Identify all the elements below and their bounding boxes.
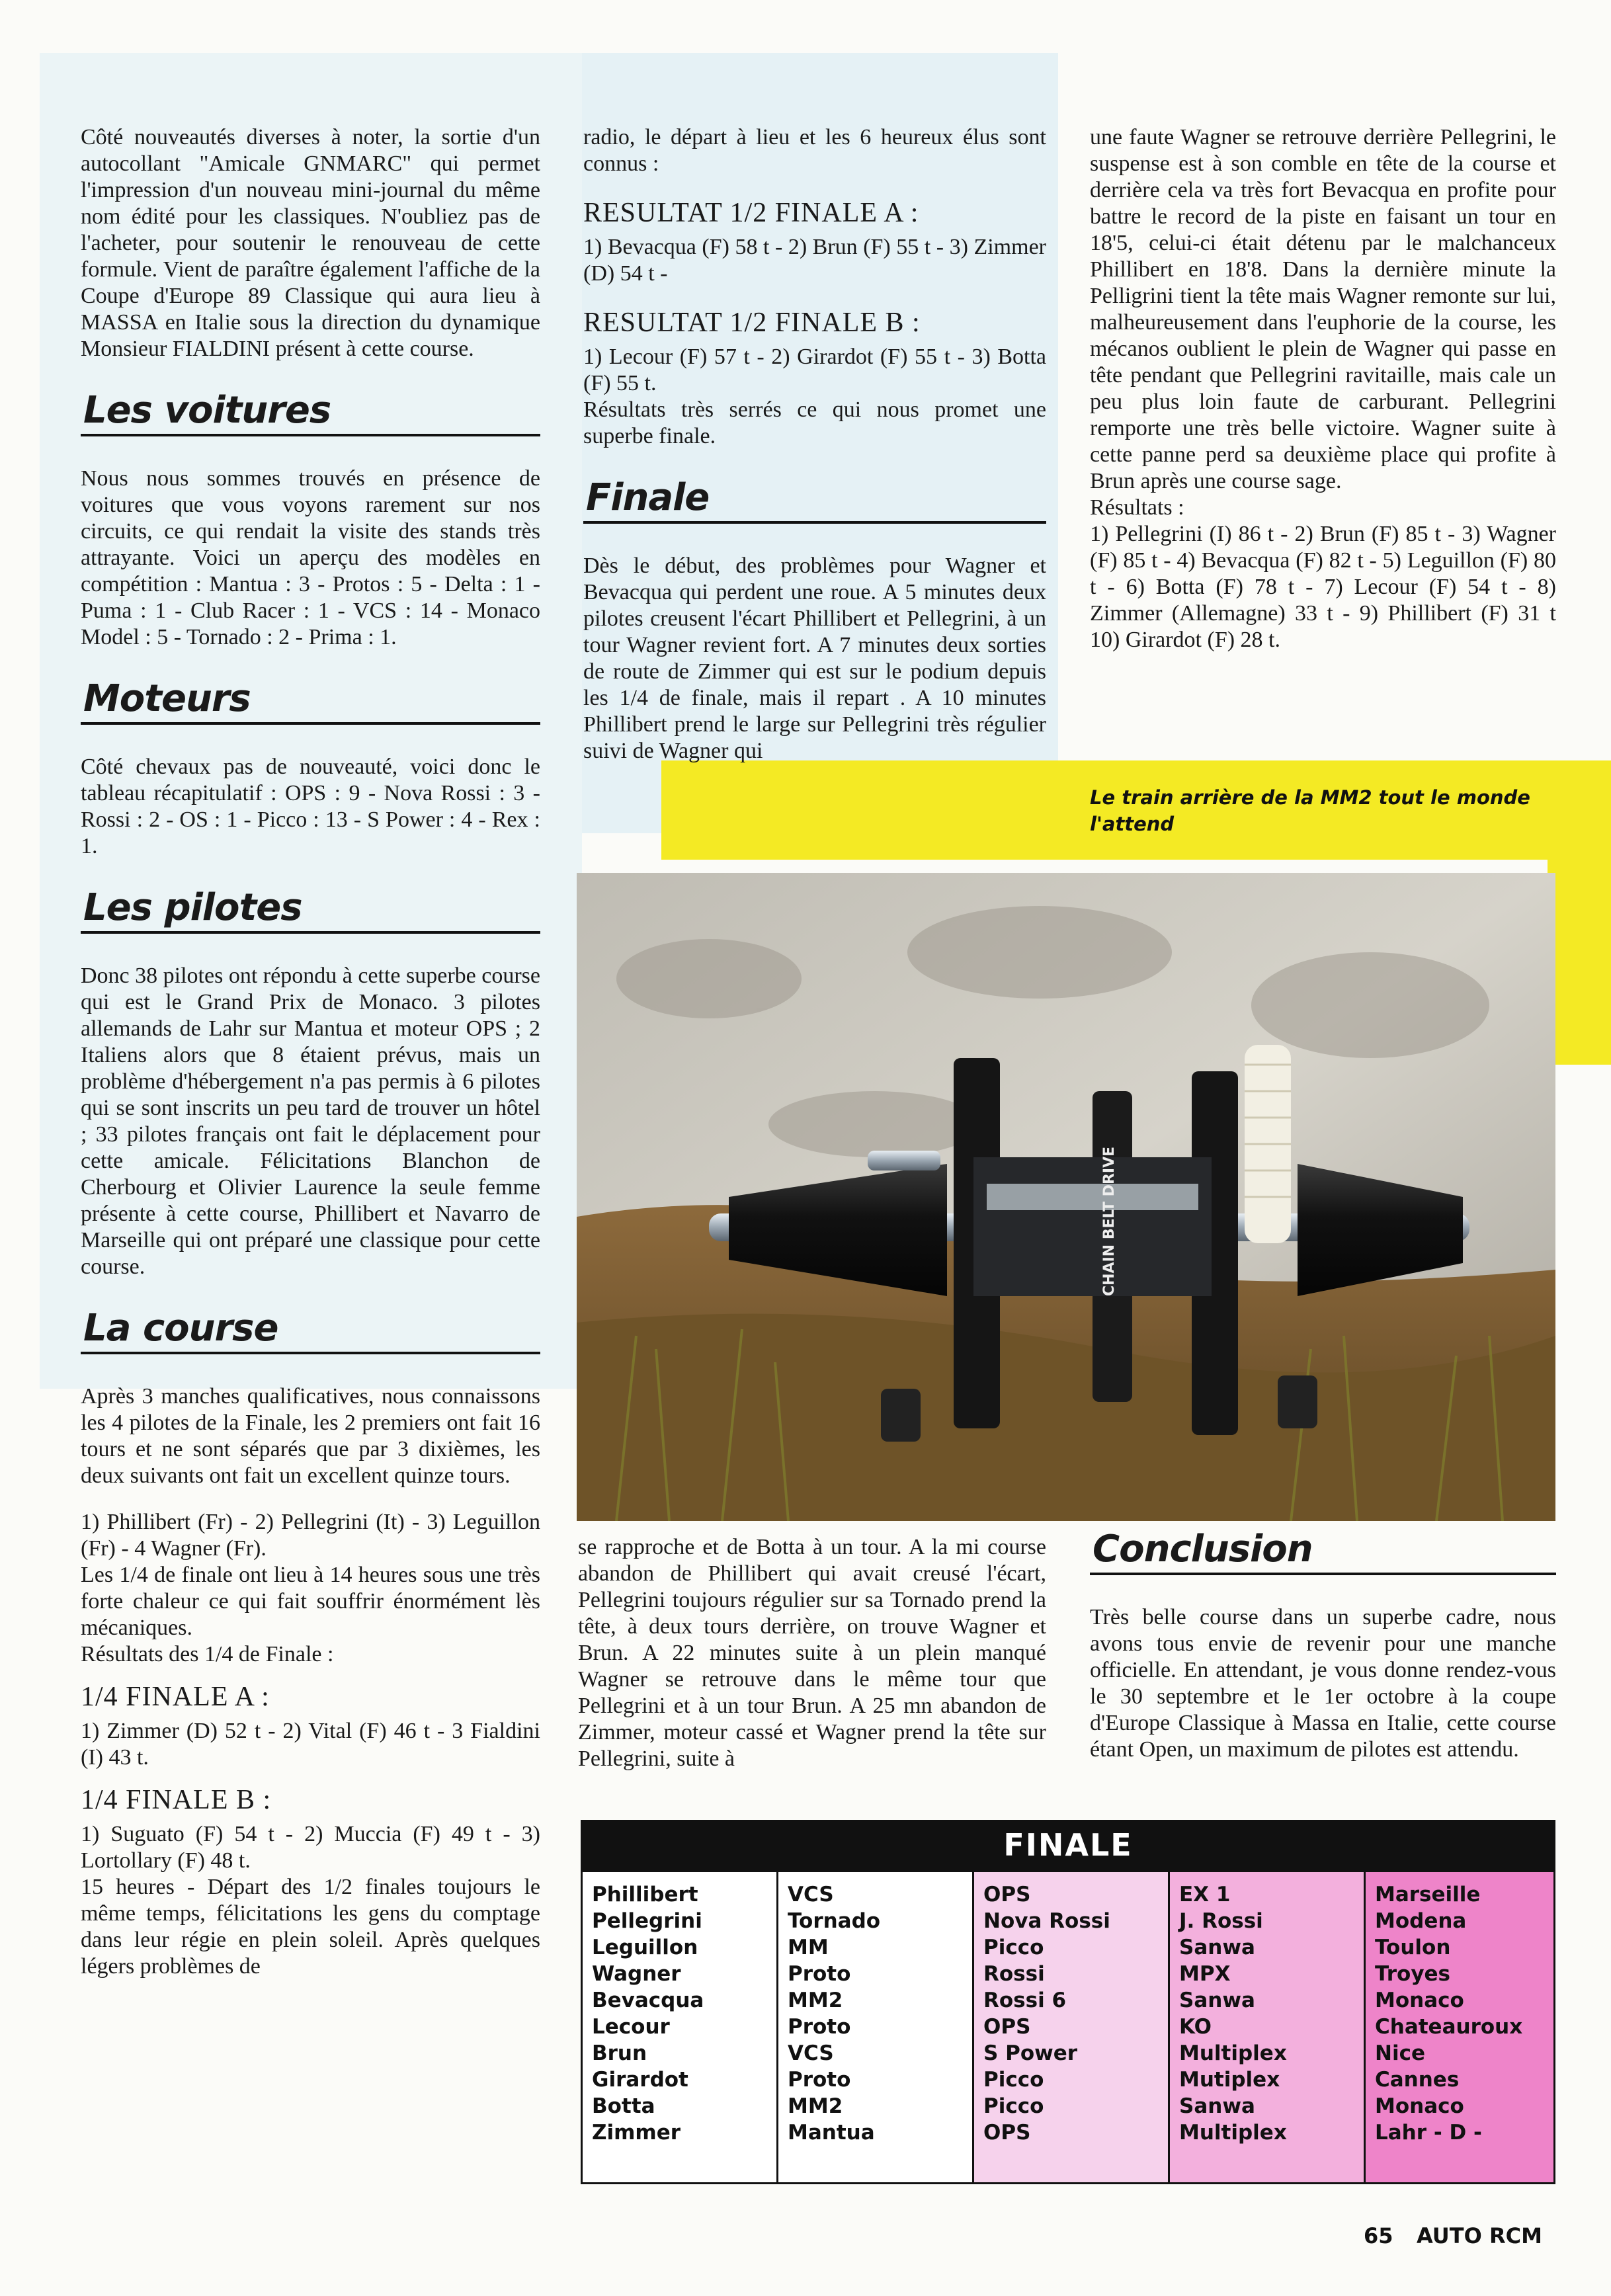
paragraph-finale-cont: se rapproche et de Botta à un tour. A la mi course abandon de Phillibert qui avait creusé l'écart, Pellegrini toujours régulier sur sa Tornado prend la tête, à deux tours derrière, on trouve Wagner et Brun. A 22 minutes suite à un plein manqué Wagner se retrouve dans le même tour que Pellegrini et à un tour Brun. A 25 mn abandon de Zimmer, moteur cassé et Wagner prend la tête sur Pellegrini, suite à (578, 1535, 1046, 1771)
finale-table-cell: Tornado (788, 1909, 881, 1933)
finale-table-cell: Marseille (1375, 1883, 1481, 1906)
column-3-bottom (1090, 1521, 1556, 1763)
chassis-label: CHAIN BELT DRIVE (1101, 1146, 1118, 1296)
finale-table-cell: OPS (983, 2015, 1031, 2039)
quarter-final-a-title: 1/4 FINALE A : (81, 1682, 270, 1712)
column-2-bottom (578, 1534, 1046, 1772)
finale-table-cell: Picco (983, 2068, 1044, 2092)
finale-table-cell: EX 1 (1179, 1883, 1231, 1906)
finale-table-column (1168, 1870, 1366, 2184)
finale-table-cell: Phillibert (592, 1883, 698, 1906)
finale-table-cell: Nice (1375, 2041, 1425, 2065)
finale-table-cell: Leguillon (592, 1936, 698, 1959)
quarter-final-a-results: 1) Zimmer (D) 52 t - 2) Vital (F) 46 t - 3 Fialdini (I) 43 t. (81, 1719, 540, 1770)
semi-final-note: Résultats très serrés ce qui nous promet une superbe finale. (583, 397, 1046, 448)
heading-moteurs: Moteurs (81, 671, 540, 725)
finale-table-cell: Lecour (592, 2015, 670, 2039)
paragraph-course-5: 15 heures - Départ des 1/2 finales toujours le même temps, félicitations les gens du comptage dans leur régie en plein soleil. Après quelques légers problèmes de (81, 1875, 540, 1979)
quarter-final-b-title: 1/4 FINALE B : (81, 1785, 272, 1815)
finale-table-cell: Wagner (592, 1962, 681, 1986)
finale-table-cell: Brun (592, 2041, 647, 2065)
column-2 (583, 124, 1046, 784)
paragraph-course-4: Résultats des 1/4 de Finale : (81, 1642, 334, 1666)
paragraph-col3-cont: une faute Wagner se retrouve derrière Pellegrini, le suspense est à son comble en tête de la course et derrière cela va très fort Bevacqua en profite pour battre le record de la piste en faisant un tour en 18'5, celui-ci était détenu par le malchanceux Phillibert en 18'8. Dans la dernière minute la Pelligrini tient la tête mais Wagner remonte sur lui, malheureusement dans l'euphorie de la course, les mécanos oublient le plein de Wagner qui passe en tête pendant que Pellegrini ravitaille, mais cale un peu plus loin faute de carburant. Pellegrini remporte une très belle victoire. Wagner suite à cette panne perd sa deuxième place qui profite à Brun après une course sage. (1090, 125, 1556, 493)
finale-table-cell: Multiplex (1179, 2121, 1287, 2145)
finale-table-cell: Chateauroux (1375, 2015, 1523, 2039)
paragraph-course-3: Les 1/4 de finale ont lieu à 14 heures sous une très forte chaleur ce qui fait souffrir énormément lès mécaniques. (81, 1563, 540, 1640)
heading-voitures: Les voitures (81, 382, 540, 436)
heading-pilotes: Les pilotes (81, 880, 540, 934)
finale-table-cell: Lahr - D - (1375, 2121, 1482, 2145)
heading-conclusion: Conclusion (1090, 1521, 1556, 1575)
paragraph-conclusion: Très belle course dans un superbe cadre, nous avons tous envie de revenir pour une manche officielle. En attendant, je vous donne rendez-vous le 30 septembre et le 1er octobre à la coupe d'Europe Classique à Massa en Italie, cette course étant Open, un maximum de pilotes est attendu. (1090, 1605, 1556, 1762)
finale-table-cell: MM2 (788, 1988, 843, 2012)
heading-finale: Finale (583, 470, 1046, 524)
finale-table-cell: MM2 (788, 2094, 843, 2118)
finale-table-cell: Monaco (1375, 1988, 1464, 2012)
finale-table-column (972, 1870, 1170, 2184)
paragraph-pilotes: Donc 38 pilotes ont répondu à cette superbe course qui est le Grand Prix de Monaco. 3 pilotes allemands de Lahr sur Mantua et moteur OPS ; 2 Italiens alors que 8 étaient prévus, mais un problème d'hébergement n'a pas permis à 6 pilotes qui se sont inscrits un peu tard de trouver un hôtel ; 33 pilotes français ont fait le déplacement pour cette amicale. Félicitations Blanchon de Cherbourg et Olivier Laurence la seule femme présente à cette course, Phillibert et Navarro de Marseille qui ont préparé une classique pour cette course. (81, 964, 540, 1279)
finale-table-cell: Nova Rossi (983, 1909, 1110, 1933)
finale-table-cell: MPX (1179, 1962, 1231, 1986)
finale-table-cell: Bevacqua (592, 1988, 704, 2012)
finale-table-cell: Picco (983, 2094, 1044, 2118)
semi-final-b-results: 1) Lecour (F) 57 t - 2) Girardot (F) 55 t - 3) Botta (F) 55 t. (583, 345, 1046, 395)
finale-table-cell: Mutiplex (1179, 2068, 1280, 2092)
results-final: 1) Pellegrini (I) 86 t - 2) Brun (F) 85 t - 3) Wagner (F) 85 t - 4) Bevacqua (F) 82 t - 5) Leguillon (F) 80 t - 6) Botta (F) 78 t - 7) Lecour (F) 54 t - 8) Zimmer (Allemagne) 33 t - 9) Phillibert (F) 31 t 10) Girardot (F) 28 t. (1090, 522, 1556, 652)
finale-table-cell: Sanwa (1179, 2094, 1255, 2118)
finale-table-cell: Rossi (983, 1962, 1045, 1986)
finale-table-cell: MM (788, 1936, 829, 1959)
finale-table-cell: KO (1179, 2015, 1212, 2039)
finale-table-cell: Modena (1375, 1909, 1467, 1933)
semi-final-a-title: RESULTAT 1/2 FINALE A : (583, 198, 919, 228)
finale-table-cell: VCS (788, 2041, 834, 2065)
finale-table-cell: OPS (983, 1883, 1031, 1906)
paragraph-voitures: Nous nous sommes trouvés en présence de voitures que vous voyons rarement sur nos circuits, ce qui rendait la visite des stands très attrayante. Voici un aperçu des modèles en compétition : Mantua : 3 - Protos : 5 - Delta : 1 - Puma : 1 - Club Racer : 1 - VCS : 14 - Monaco Model : 5 - Tornado : 2 - Prima : 1. (81, 466, 540, 649)
finale-table-cell: Troyes (1375, 1962, 1451, 1986)
paragraph-course-2: 1) Phillibert (Fr) - 2) Pellegrini (It) - 3) Leguillon (Fr) - 4 Wagner (Fr). (81, 1510, 540, 1561)
page-number: 65 (1364, 2223, 1393, 2248)
paragraph-col2-cont: radio, le départ à lieu et les 6 heureux élus sont connus : (583, 125, 1046, 176)
finale-table-cell: Multiplex (1179, 2041, 1287, 2065)
finale-table-cell: Proto (788, 2068, 851, 2092)
finale-table-cell: Zimmer (592, 2121, 681, 2145)
finale-table-cell: Sanwa (1179, 1988, 1255, 2012)
paragraph-intro: Côté nouveautés diverses à noter, la sortie d'un autocollant "Amicale GNMARC" qui permet l'impression d'un nouveau mini-journal du même nom édité pour les classiques. N'oubliez pas de l'acheter, pour soutenir le renouveau de cette formule. Vient de paraître également l'affiche de la Coupe d'Europe 89 Classique qui aura lieu à MASSA en Italie sous la direction du dynamique Monsieur FIALDINI présent à cette course. (81, 125, 540, 361)
finale-table-column (581, 1870, 778, 2184)
finale-table-cell: Proto (788, 2015, 851, 2039)
magazine-name: AUTO RCM (1417, 2223, 1542, 2248)
finale-table-cell: VCS (788, 1883, 834, 1906)
finale-table-cell: Monaco (1375, 2094, 1464, 2118)
finale-table-cell: Picco (983, 1936, 1044, 1959)
semi-final-a-results: 1) Bevacqua (F) 58 t - 2) Brun (F) 55 t - 3) Zimmer (D) 54 t - (583, 235, 1046, 286)
finale-table-cell: Toulon (1375, 1936, 1451, 1959)
finale-table-cell: J. Rossi (1179, 1909, 1263, 1933)
results-label: Résultats : (1090, 495, 1184, 520)
finale-table-cell: Rossi 6 (983, 1988, 1067, 2012)
finale-table-cell: S Power (983, 2041, 1078, 2065)
finale-table-cell: Proto (788, 1962, 851, 1986)
photo-caption: Le train arrière de la MM2 tout le monde l'attend (1090, 786, 1530, 835)
finale-table-column (776, 1870, 974, 2184)
heading-course: La course (81, 1300, 540, 1354)
paragraph-finale: Dès le début, des problèmes pour Wagner et Bevacqua qui perdent une roue. A 5 minutes deux pilotes creusent l'écart Phillibert et Pellegrini, à un tour Wagner revient fort. A 7 minutes deux sorties de route de Zimmer qui est sur le podium depuis les 1/4 de finale, mais il repart . A 10 minutes Phillibert prend le large sur Pellegrini très régulier suivi de Wagner qui (583, 554, 1046, 763)
finale-table-cell: Sanwa (1179, 1936, 1255, 1959)
finale-table-cell: Botta (592, 2094, 655, 2118)
finale-table-cell: OPS (983, 2121, 1031, 2145)
finale-table-cell: Girardot (592, 2068, 688, 2092)
chassis-photo (577, 873, 1555, 1521)
finale-table-cell: Pellegrini (592, 1909, 702, 1933)
column-1 (81, 124, 540, 1980)
paragraph-moteurs: Côté chevaux pas de nouveauté, voici donc le tableau récapitulatif : OPS : 9 - Nova Rossi : 3 - Rossi : 2 - OS : 1 - Picco : 13 - S Power : 4 - Rex : 1. (81, 755, 540, 858)
finale-table-title: FINALE (581, 1820, 1555, 1870)
finale-table-cell: Mantua (788, 2121, 875, 2145)
quarter-final-b-results: 1) Suguato (F) 54 t - 2) Muccia (F) 49 t - 3) Lortollary (F) 48 t. (81, 1822, 540, 1873)
semi-final-b-title: RESULTAT 1/2 FINALE B : (583, 308, 921, 338)
finale-table-cell: Cannes (1375, 2068, 1460, 2092)
column-3 (1090, 124, 1556, 653)
finale-table-column (1364, 1870, 1555, 2184)
paragraph-course-1: Après 3 manches qualificatives, nous connaissons les 4 pilotes de la Finale, les 2 premiers ont fait 16 tours et ne sont séparés que par 3 dixièmes, les deux suivants ont fait un excellent quinze tours. (81, 1384, 540, 1488)
